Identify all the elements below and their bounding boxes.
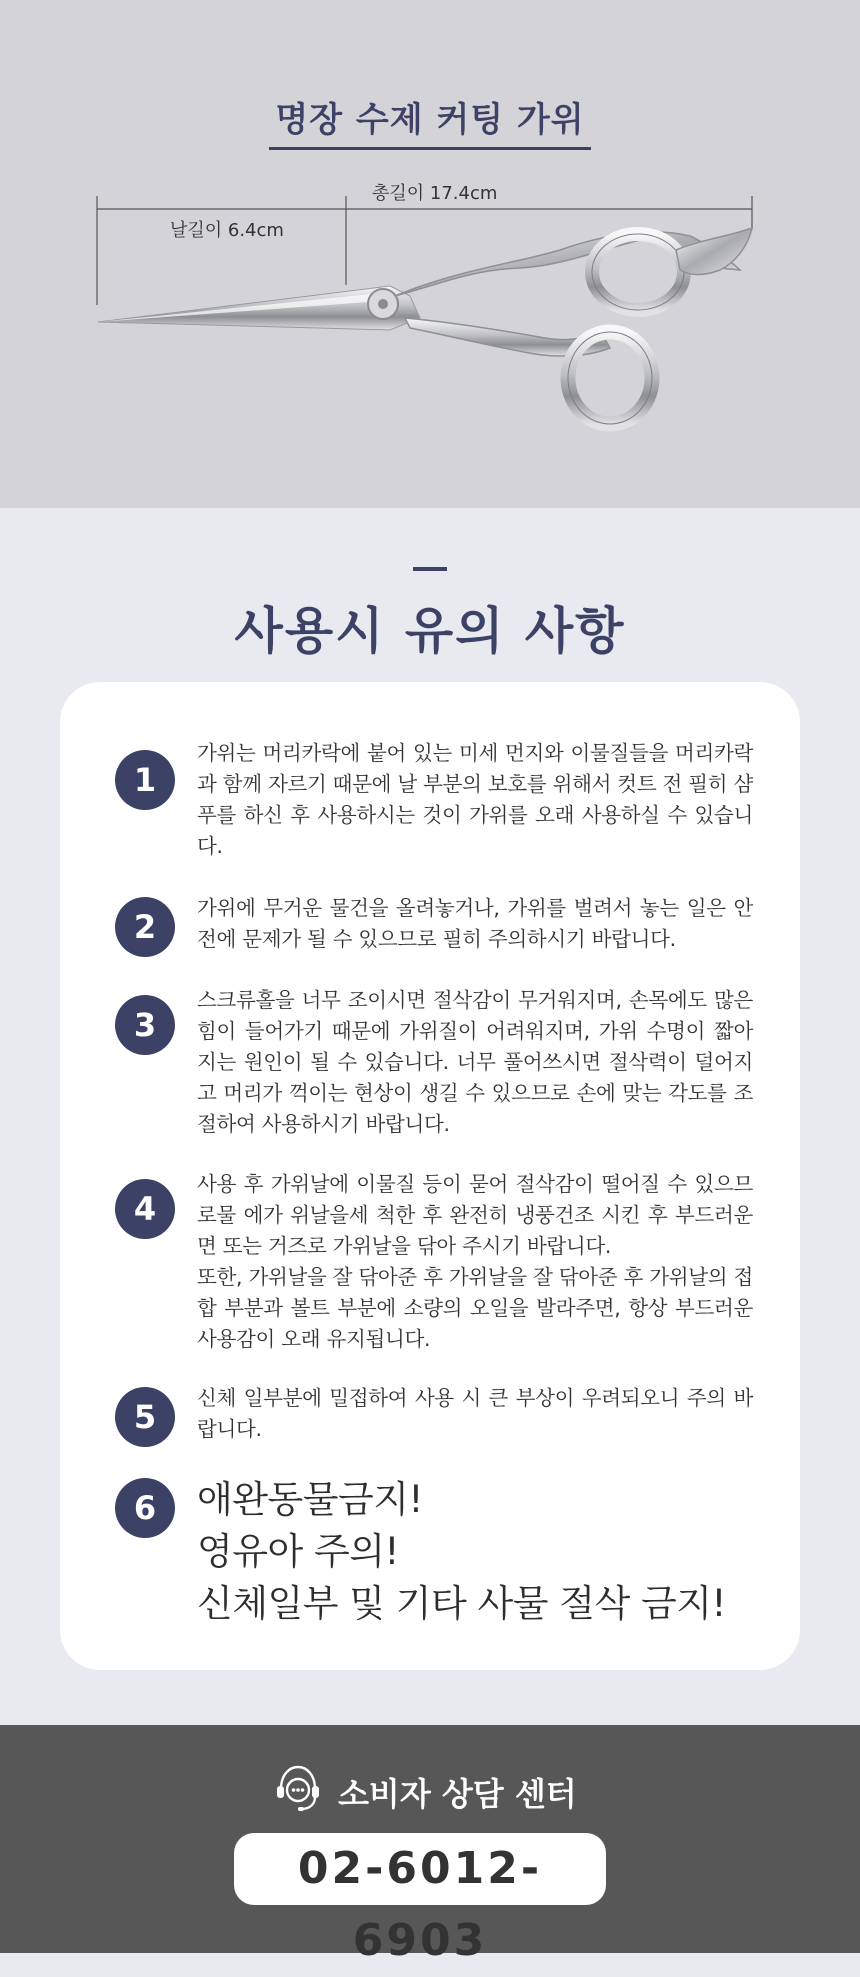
scissors-image [0, 0, 860, 508]
customer-service-footer [0, 1725, 860, 1966]
item-text: 사용 후 가위날에 이물질 등이 묻어 절삭감이 떨어질 수 있으므로물 에가 위날을세 척한 후 완전히 냉풍건조 시킨 후 부드러운 면 또는 거즈로 가위날을 닦아 주시기 바랍니다. 또한, 가위날을 잘 닦아준 후 가위날을 잘 닦아준 후 가위날의 접합 부분과 볼트 부분에 소량의 오일을 발라주면, 항상 부드러운 사용감이 오래 유지됩니다. [197, 1172, 753, 1351]
cs-center-label: 소비자 상담 센터 [338, 1775, 577, 1813]
item-number-badge: 4 [115, 1179, 175, 1239]
headset-support-icon [269, 1759, 327, 1817]
usage-notice-section [0, 508, 860, 1725]
notice-title: 사용시 유의 사항 [234, 602, 626, 660]
item-number-badge: 6 [115, 1478, 175, 1538]
phone-number[interactable]: 02-6012-6903 [234, 1833, 606, 1905]
item-number-badge: 2 [115, 897, 175, 957]
item-text-warning: 애완동물금지! 영유아 주의! 신체일부 및 기타 사물 절삭 금지! [197, 1478, 726, 1625]
item-number-badge: 3 [115, 995, 175, 1055]
title-accent-dash [413, 567, 447, 571]
item-number-badge: 5 [115, 1387, 175, 1447]
blade-length-label: 날길이 6.4cm [170, 220, 284, 241]
item-text: 가위는 머리카락에 붙어 있는 미세 먼지와 이물질들을 머리카락과 함께 자르기 때문에 날 부분의 보호를 위해서 컷트 전 필히 샴푸를 하신 후 사용하시는 것이 가위를 오래 사용하실 수 있습니다. [197, 741, 753, 858]
total-length-label: 총길이 17.4cm [372, 183, 498, 204]
product-section [0, 0, 860, 508]
item-text: 신체 일부분에 밀접하여 사용 시 큰 부상이 우려되오니 주의 바랍니다. [197, 1386, 753, 1441]
dimension-lines [97, 196, 752, 305]
product-title-text: 명장 수제 커팅 가위 [269, 92, 590, 150]
notice-card [60, 682, 800, 1670]
item-text: 스크류홀을 너무 조이시면 절삭감이 무거워지며, 손목에도 많은 힘이 들어가기 때문에 가위질이 어려워지며, 가위 수명이 짧아지는 원인이 될 수 있습니다. 너무 풀어쓰시면 절삭력이 덜어지고 머리가 꺽이는 현상이 생길 수 있으므로 손에 맞는 각도를 조절하여 사용하시기 바랍니다. [197, 988, 753, 1136]
item-text: 가위에 무거운 물건을 올려놓거나, 가위를 벌려서 놓는 일은 안전에 문제가 될 수 있으므로 필히 주의하시기 바랍니다. [197, 896, 753, 951]
item-number-badge: 1 [115, 750, 175, 810]
